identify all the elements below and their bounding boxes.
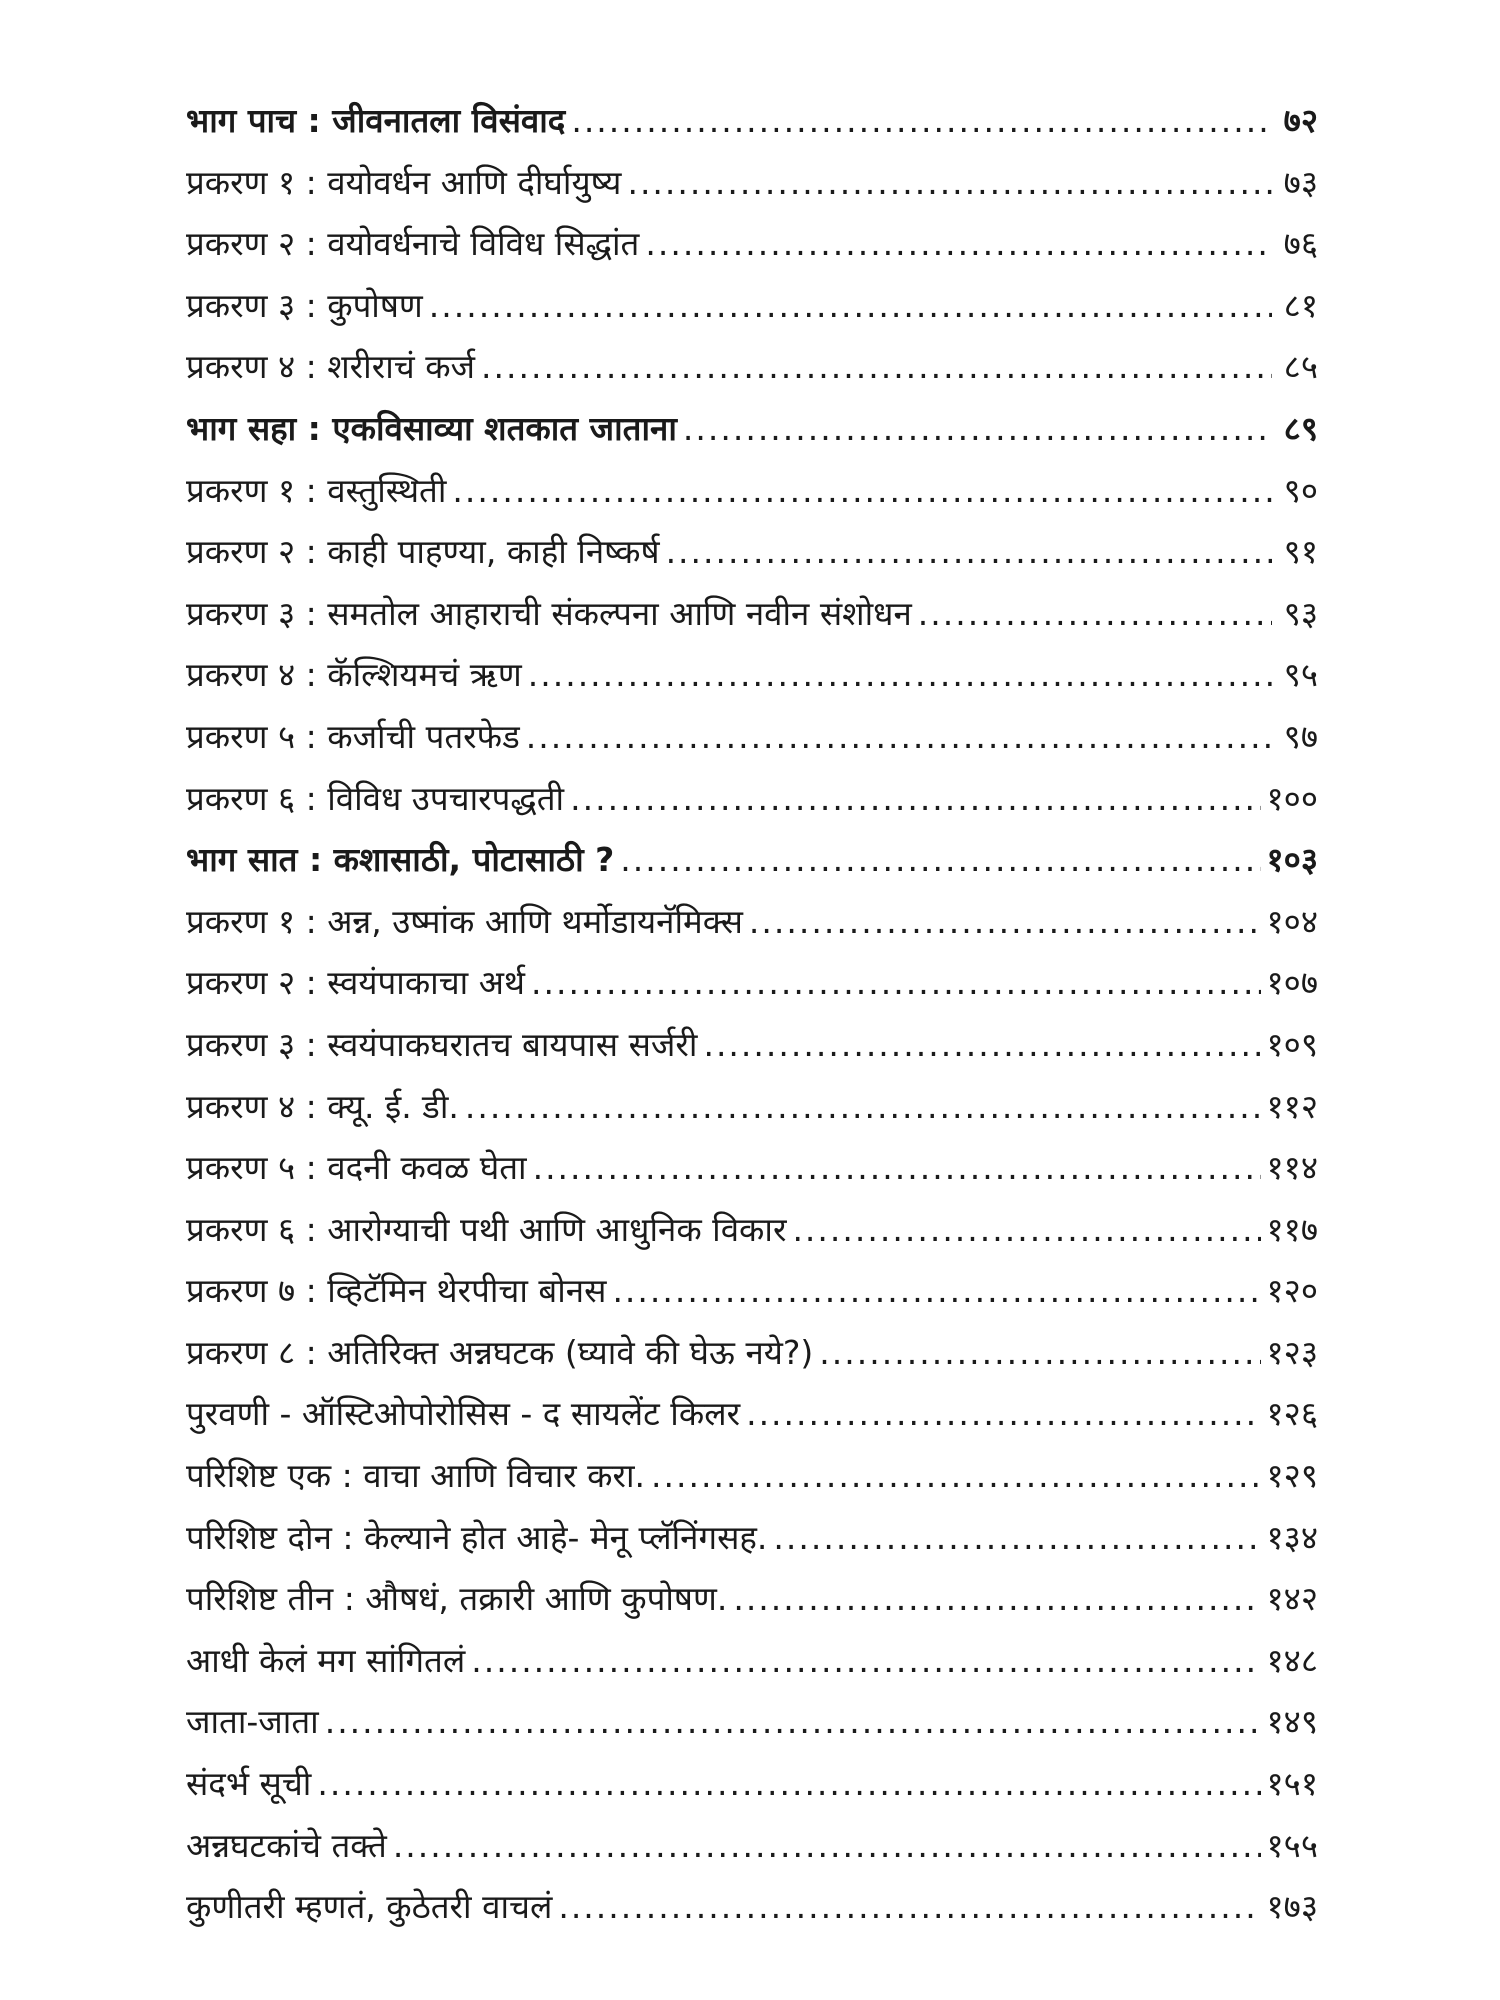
toc-entry [186, 1137, 1318, 1199]
dot-leader [526, 706, 1272, 768]
dot-leader [792, 1199, 1260, 1261]
toc-entry-title: प्रकरण ४ : क्यू. ई. डी. [186, 1086, 459, 1126]
toc-entry-title: प्रकरण ७ : व्हिटॅमिन थेरपीचा बोनस [186, 1271, 607, 1311]
toc-page-number: १३४ [1266, 1517, 1318, 1557]
toc-page-number: १०३ [1266, 840, 1318, 880]
toc-page-number: १७३ [1266, 1887, 1318, 1927]
toc-part-heading [186, 398, 1318, 460]
dot-leader [558, 1876, 1260, 1938]
toc-entry [186, 1507, 1318, 1569]
dot-leader [570, 768, 1260, 830]
dot-leader [819, 1322, 1260, 1384]
toc-page-number: ७६ [1283, 224, 1318, 264]
toc-entry [186, 644, 1318, 706]
dot-leader [651, 1445, 1261, 1507]
toc-entry-title: प्रकरण १ : अन्न, उष्मांक आणि थर्मोडायनॅमिक्स [186, 901, 743, 941]
toc-entry-title: प्रकरण ३ : कुपोषण [186, 285, 423, 325]
toc-entry-title: पुरवणी - ऑस्टिओपोरोसिस - द सायलेंट किलर [186, 1394, 741, 1434]
toc-entry [186, 1876, 1318, 1938]
toc-page-number: १०४ [1266, 901, 1318, 941]
toc-entry-title: प्रकरण ५ : वदनी कवळ घेता [186, 1148, 527, 1188]
toc-entry-title: परिशिष्ट दोन : केल्याने होत आहे- मेनू प्लॅनिंगसह. [186, 1517, 768, 1557]
dot-leader [773, 1507, 1260, 1569]
toc-page-number: ९३ [1283, 593, 1318, 633]
toc-page-number: ७२ [1283, 101, 1318, 140]
toc-entry-title: परिशिष्ट एक : वाचा आणि विचार करा. [186, 1456, 645, 1496]
toc-entry [186, 583, 1318, 645]
toc-entry-title: प्रकरण १ : वस्तुस्थिती [186, 470, 447, 510]
toc-page-number: १४२ [1266, 1579, 1318, 1619]
dot-leader [703, 1014, 1260, 1076]
toc-entry-title: भाग सात : कशासाठी, पोटासाठी ? [186, 840, 615, 880]
toc-entry [186, 1260, 1318, 1322]
dot-leader [533, 1137, 1261, 1199]
dot-leader [746, 1383, 1260, 1445]
dot-leader [317, 1753, 1260, 1815]
toc-page-number: १२६ [1266, 1394, 1318, 1434]
toc-page-number: ११२ [1266, 1086, 1318, 1126]
toc-page-number: १०९ [1266, 1024, 1318, 1064]
toc-entry [186, 213, 1318, 275]
toc-part-heading [186, 90, 1318, 152]
toc-entry-title: प्रकरण ३ : समतोल आहाराची संकल्पना आणि नवीन संशोधन [186, 593, 912, 633]
toc-page-number: ९० [1283, 470, 1318, 510]
toc-page-number: १२९ [1266, 1456, 1318, 1496]
dot-leader [393, 1815, 1261, 1877]
dot-leader [918, 583, 1272, 645]
dot-leader [452, 460, 1272, 522]
toc-entry [186, 1815, 1318, 1877]
dot-leader [627, 152, 1272, 214]
toc-entry [186, 1199, 1318, 1261]
toc-page-number: ९५ [1283, 655, 1318, 695]
toc-page-number: १४८ [1266, 1640, 1318, 1680]
toc-page-number: ८५ [1283, 347, 1318, 387]
toc-entry-title: प्रकरण ८ : अतिरिक्त अन्नघटक (घ्यावे की घेऊ नये?) [186, 1332, 814, 1372]
toc-entry-title: प्रकरण ६ : विविध उपचारपद्धती [186, 778, 565, 818]
toc-entry-title: प्रकरण २ : स्वयंपाकाचा अर्थ [186, 963, 526, 1003]
toc-page-number: १२० [1266, 1271, 1318, 1311]
toc-entry [186, 336, 1318, 398]
toc-entry [186, 706, 1318, 768]
toc-entry-title: प्रकरण ४ : शरीराचं कर्ज [186, 347, 476, 387]
dot-leader [531, 952, 1260, 1014]
toc-page-number: ८९ [1283, 408, 1318, 448]
toc-entry-title: प्रकरण ३ : स्वयंपाकघरातच बायपास सर्जरी [186, 1024, 698, 1064]
toc-entry-title: प्रकरण ६ : आरोग्याची पथी आणि आधुनिक विकार [186, 1209, 787, 1249]
toc-entry-title: कुणीतरी म्हणतं, कुठेतरी वाचलं [186, 1887, 553, 1927]
toc-page-number: ७३ [1283, 162, 1318, 202]
toc-entry [186, 1322, 1318, 1384]
toc-entry [186, 768, 1318, 830]
toc-entry [186, 1568, 1318, 1630]
toc-part-heading [186, 829, 1318, 891]
toc-entry-title: प्रकरण २ : वयोवर्धनाचे विविध सिद्धांत [186, 224, 640, 264]
toc-page-number: १५१ [1266, 1764, 1318, 1804]
dot-leader [571, 90, 1272, 152]
dot-leader [749, 891, 1261, 953]
toc-entry-title: परिशिष्ट तीन : औषधं, तक्रारी आणि कुपोषण. [186, 1579, 728, 1619]
toc-entry [186, 1630, 1318, 1692]
toc-page-number: १०७ [1266, 963, 1318, 1003]
dot-leader [325, 1691, 1261, 1753]
toc-entry [186, 1076, 1318, 1138]
toc-entry-title: प्रकरण ४ : कॅल्शियमचं ऋण [186, 655, 522, 695]
toc-entry [186, 1383, 1318, 1445]
toc-page-number: ९१ [1283, 532, 1318, 572]
toc-page-number: १२३ [1266, 1332, 1318, 1372]
dot-leader [471, 1630, 1260, 1692]
toc-entry-title: भाग सहा : एकविसाव्या शतकात जाताना [186, 408, 677, 448]
toc-entry [186, 460, 1318, 522]
toc-entry [186, 1691, 1318, 1753]
toc-entry [186, 1753, 1318, 1815]
toc-entry [186, 952, 1318, 1014]
toc-entry-title: संदर्भ सूची [186, 1764, 312, 1804]
toc-entry [186, 521, 1318, 583]
toc-entry [186, 152, 1318, 214]
toc-entry-title: प्रकरण १ : वयोवर्धन आणि दीर्घायुष्य [186, 162, 622, 202]
toc-page-number: ११४ [1266, 1148, 1318, 1188]
toc-entry-title: प्रकरण ५ : कर्जाची पतरफेड [186, 716, 520, 756]
dot-leader [465, 1076, 1261, 1138]
toc-page-number: १०० [1266, 778, 1318, 818]
toc-page-number: १४९ [1266, 1702, 1318, 1742]
dot-leader [733, 1568, 1260, 1630]
toc-page-number: १५५ [1266, 1825, 1318, 1865]
dot-leader [683, 398, 1272, 460]
toc-page-number: ८१ [1283, 285, 1318, 325]
toc-entry-title: जाता-जाता [186, 1702, 319, 1742]
toc-entry [186, 1445, 1318, 1507]
dot-leader [612, 1260, 1260, 1322]
toc-entry-title: भाग पाच : जीवनातला विसंवाद [186, 101, 566, 140]
dot-leader [528, 644, 1272, 706]
dot-leader [666, 521, 1272, 583]
table-of-contents [186, 90, 1318, 1938]
toc-entry-title: आधी केलं मग सांगितलं [186, 1640, 466, 1680]
toc-entry [186, 275, 1318, 337]
dot-leader [620, 829, 1260, 891]
toc-entry [186, 1014, 1318, 1076]
toc-entry-title: अन्नघटकांचे तक्ते [186, 1825, 387, 1865]
dot-leader [481, 336, 1272, 398]
toc-page-number: ११७ [1266, 1209, 1318, 1249]
dot-leader [429, 275, 1272, 337]
dot-leader [645, 213, 1272, 275]
toc-entry-title: प्रकरण २ : काही पाहण्या, काही निष्कर्ष [186, 532, 660, 572]
toc-page-number: ९७ [1283, 716, 1318, 756]
toc-entry [186, 891, 1318, 953]
